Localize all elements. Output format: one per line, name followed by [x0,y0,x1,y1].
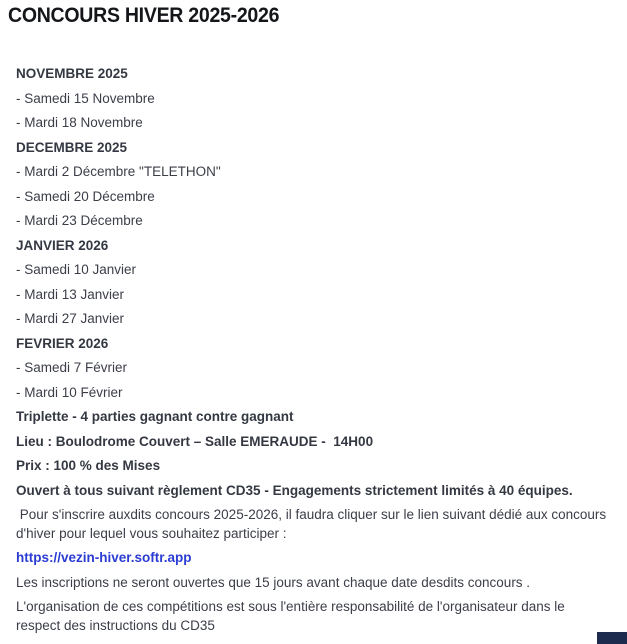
schedule-date: - Samedi 15 Novembre [16,90,155,106]
registration-link-line [16,549,611,568]
month-heading: NOVEMBRE 2025 [16,66,128,81]
registration-section [16,506,611,635]
page-content [0,65,627,635]
month-heading: FEVRIER 2026 [16,335,109,351]
month-group [16,237,611,329]
schedule-date: - Mardi 18 Novembre [16,115,143,130]
page-title: CONCOURS HIVER 2025-2026 [8,4,280,27]
partial-floating-widget[interactable] [597,632,627,644]
month-heading: JANVIER 2026 [16,237,109,253]
concours-page [0,4,627,635]
month-group [16,335,611,403]
detail-location: Lieu : Boulodrome Couvert – Salle EMERAUDE - 14H00 [16,433,374,449]
schedule-date: - Mardi 13 Janvier [16,286,125,302]
month-group [16,65,611,133]
schedule-date: - Mardi 2 Décembre "TELETHON" [16,164,221,179]
detail-format: Triplette - 4 parties gagnant contre gagnant [16,409,294,424]
schedule-section [16,65,611,402]
registration-link[interactable]: https://vezin-hiver.softr.app [16,550,192,565]
registration-intro: Pour s'inscrire auxdits concours 2025-2026, il faudra cliquer sur le lien suivant dédié aux concours d'hiver pour lequel vous souhaitez participer : [16,507,610,541]
schedule-date: - Mardi 23 Décembre [16,213,143,228]
schedule-date: - Mardi 10 Février [16,384,123,400]
schedule-date: - Samedi 7 Février [16,360,128,375]
note-responsibility: L'organisation de ces compétitions est sous l'entière responsabilité de l'organisateur dans le respect des instructions du CD35 [16,599,569,633]
schedule-date: - Samedi 10 Janvier [16,262,137,277]
month-group [16,139,611,231]
schedule-date: - Mardi 27 Janvier [16,311,125,326]
note-opening: Les inscriptions ne seront ouvertes que 15 jours avant chaque date desdits concours . [16,574,531,590]
details-section [16,408,611,500]
schedule-date: - Samedi 20 Décembre [16,188,155,204]
detail-prize: Prix : 100 % des Mises [16,458,161,473]
detail-rules: Ouvert à tous suivant règlement CD35 - Engagements strictement limités à 40 équipes. [16,482,573,498]
month-heading: DECEMBRE 2025 [16,139,128,155]
